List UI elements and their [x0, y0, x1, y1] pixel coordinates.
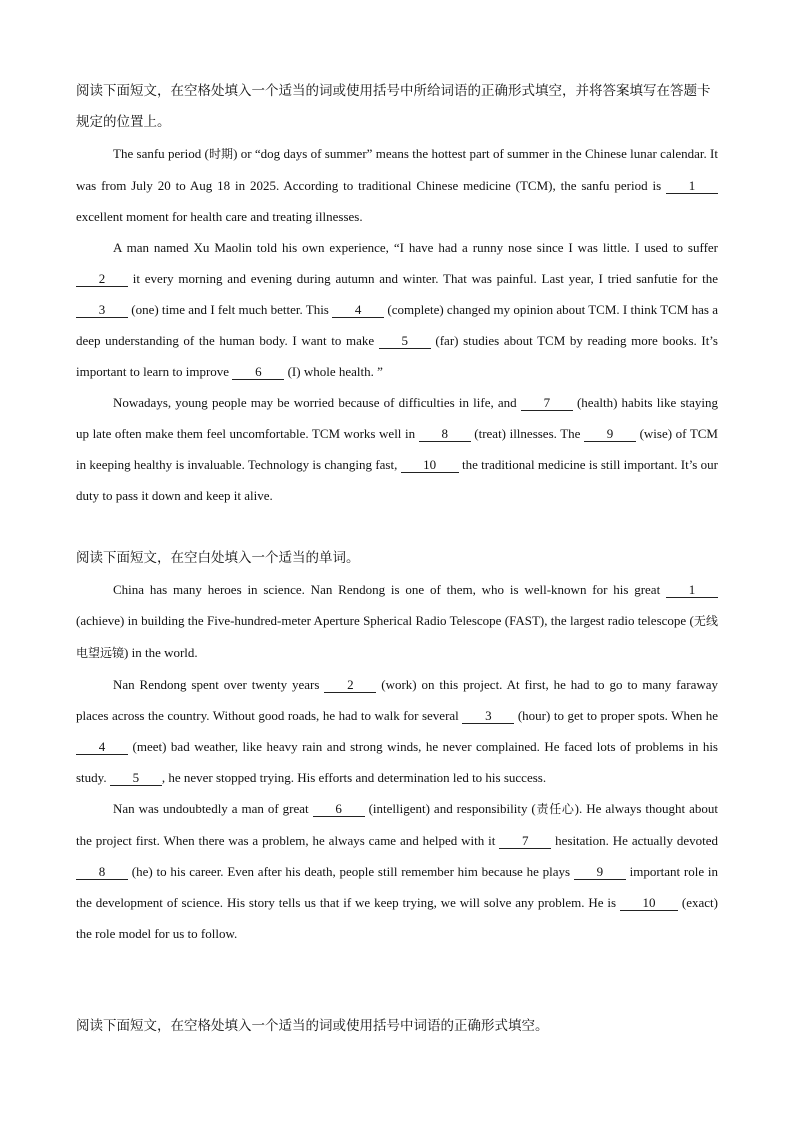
blank-10[interactable]: 10 — [620, 896, 678, 911]
blank-1[interactable]: 1 — [666, 583, 718, 598]
section-1 — [76, 76, 718, 511]
section-3 — [76, 1011, 718, 1042]
text: ). He always thought about the project first. When there was a problem, he always came and helped with it — [76, 801, 718, 848]
text: (work) on this project. At first, he had to go to many faraway places across the country. Without good roads, he had to walk for several — [76, 677, 718, 723]
section-1-paragraph-2 — [76, 232, 718, 387]
text: (meet) bad weather, like heavy rain and strong winds, he never complained. He faced lots of problems in his study. — [76, 739, 718, 785]
text: China has many heroes in science. Nan Rendong is one of them, who is well-known for his great — [113, 582, 666, 597]
blank-3[interactable]: 3 — [462, 709, 514, 724]
blank-4[interactable]: 4 — [332, 303, 384, 318]
text: (achieve) in building the Five-hundred-meter Aperture Spherical Radio Telescope (FAST), the largest radio telescope ( — [76, 613, 694, 628]
blank-9[interactable]: 9 — [584, 427, 636, 442]
text: ) or “dog days of summer” means the hottest part of summer in the Chinese lunar calendar. It was from July 20 to Aug 18 in 2025. According to traditional Chinese medicine (TCM), the sanfu period is — [76, 146, 718, 193]
blank-8[interactable]: 8 — [76, 865, 128, 880]
section-2-instruction: 阅读下面短文，在空白处填入一个适当的单词。 — [76, 550, 360, 566]
text: (wise) of TCM in keeping healthy is invaluable. Technology is changing fast, — [76, 426, 718, 472]
text: (one) time and I felt much better. This — [128, 302, 333, 317]
blank-1[interactable]: 1 — [666, 179, 718, 194]
blank-6[interactable]: 6 — [313, 802, 365, 817]
blank-5[interactable]: 5 — [379, 334, 431, 349]
text: important role in the development of science. His story tells us that if we keep trying, we will solve any problem. He is — [76, 864, 719, 910]
section-2-paragraph-2 — [76, 669, 718, 793]
section-2 — [76, 543, 718, 949]
text: ) in the world. — [124, 645, 198, 660]
text: the traditional medicine is still important. It’s our duty to pass it down and keep it alive. — [76, 457, 719, 503]
text: (exact) the role model for us to follow. — [76, 895, 718, 941]
text: (intelligent) and responsibility ( — [364, 801, 536, 816]
text: (health) habits like staying up late often make them feel uncomfortable. TCM works well in — [76, 395, 718, 441]
text: Nan Rendong spent over twenty years — [113, 677, 325, 692]
text: (I) whole health. ” — [284, 364, 383, 379]
blank-7[interactable]: 7 — [521, 396, 573, 411]
text: excellent moment for health care and treating illnesses. — [76, 209, 363, 224]
text: (he) to his career. Even after his death, people still remember him because he plays — [128, 864, 574, 879]
blank-2[interactable]: 2 — [324, 678, 376, 693]
text: (treat) illnesses. The — [470, 426, 585, 441]
section-2-paragraph-1 — [76, 574, 718, 669]
section-1-instruction: 阅读下面短文，在空格处填入一个适当的词或使用括号中所给词语的正确形式填空，并将答案填写在答题卡规定的位置上。 — [76, 83, 711, 130]
blank-3[interactable]: 3 — [76, 303, 128, 318]
text: Nan was undoubtedly a man of great — [113, 801, 313, 816]
chinese-gloss: 时期 — [208, 147, 234, 161]
blank-8[interactable]: 8 — [419, 427, 471, 442]
blank-6[interactable]: 6 — [232, 365, 284, 380]
section-2-paragraph-3 — [76, 793, 718, 949]
blank-10[interactable]: 10 — [401, 458, 459, 473]
text: (far) studies about TCM by reading more books. It’s important to learn to improve — [76, 333, 718, 379]
section-1-paragraph-3 — [76, 387, 718, 511]
text: The sanfu period ( — [113, 146, 209, 161]
blank-5[interactable]: 5 — [110, 771, 162, 786]
text: A man named Xu Maolin told his own experience, “I have had a runny nose since I was little. I used to suffer — [113, 240, 718, 255]
text: Nowadays, young people may be worried because of difficulties in life, and — [113, 395, 521, 410]
text: hesitation. He actually devoted — [551, 833, 718, 848]
blank-9[interactable]: 9 — [574, 865, 626, 880]
chinese-gloss: 责任心 — [535, 802, 575, 816]
text: (hour) to get to proper spots. When he — [514, 708, 719, 723]
text: , he never stopped trying. His efforts and determination led to his success. — [161, 770, 547, 785]
section-3-instruction: 阅读下面短文，在空格处填入一个适当的词或使用括号中词语的正确形式填空。 — [76, 1018, 549, 1034]
chinese-gloss: 无线电望远镜 — [76, 614, 718, 660]
text: it every morning and evening during autumn and winter. That was painful. Last year, I tried sanfutie for the — [128, 271, 718, 286]
text: (complete) changed my opinion about TCM. I think TCM has a deep understanding of the human body. I want to make — [76, 302, 719, 348]
section-1-paragraph-1 — [76, 138, 718, 232]
blank-4[interactable]: 4 — [76, 740, 128, 755]
blank-2[interactable]: 2 — [76, 272, 128, 287]
blank-7[interactable]: 7 — [499, 834, 551, 849]
